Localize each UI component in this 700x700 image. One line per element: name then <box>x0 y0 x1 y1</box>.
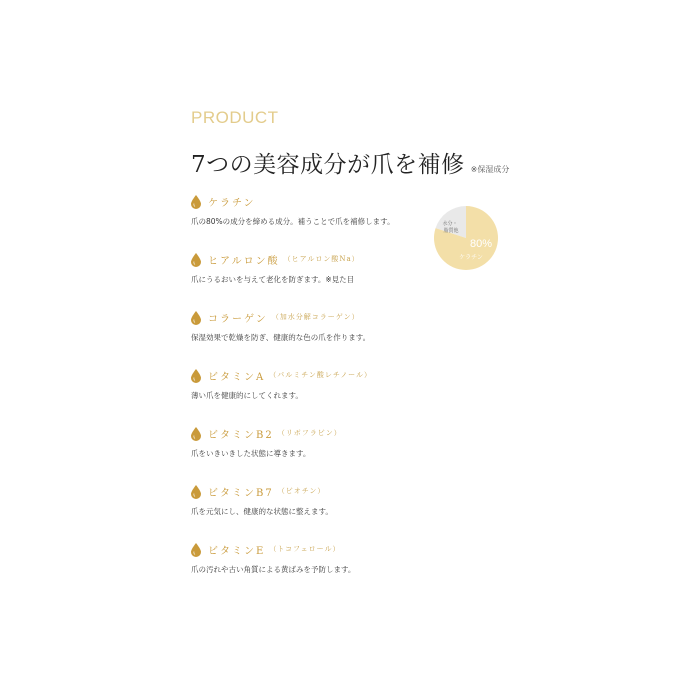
headline: 7つの美容成分が爪を補修 <box>191 152 465 178</box>
composition-pie <box>433 205 499 271</box>
pie-label-keratin: ケラチン <box>459 254 483 261</box>
ingredient-name: コラーゲン <box>208 313 268 325</box>
droplet-icon <box>191 426 201 440</box>
droplet-icon <box>191 252 201 266</box>
ingredient-description: 爪を元気にし、健康的な状態に整えます。 <box>191 507 333 516</box>
ingredient-item <box>191 540 431 598</box>
ingredient-description: 爪にうるおいを与えて老化を防ぎます。※見た目 <box>191 275 355 284</box>
ingredient-description: 爪の汚れや古い角質による黄ばみを予防します。 <box>191 565 356 574</box>
ingredient-note: （ビオチン） <box>277 487 326 495</box>
ingredient-name: ヒアルロン酸 <box>208 255 280 267</box>
ingredient-name: ビタミンA <box>208 371 266 383</box>
droplet-icon <box>191 368 201 382</box>
ingredient-item <box>191 424 431 482</box>
droplet-icon <box>191 542 201 556</box>
ingredient-note: （ヒアルロン酸Na） <box>283 255 360 263</box>
ingredient-description: 爪をいきいきした状態に導きます。 <box>191 449 311 458</box>
ingredient-name: ビタミンE <box>208 545 266 557</box>
ingredient-item <box>191 482 431 540</box>
ingredient-name: ビタミンB7 <box>208 487 274 499</box>
headline-note: ※保湿成分 <box>470 165 510 174</box>
ingredient-note: （加水分解コラーゲン） <box>271 313 360 321</box>
droplet-icon <box>191 194 201 208</box>
ingredient-list <box>191 192 431 598</box>
section-label: PRODUCT <box>191 108 279 127</box>
droplet-icon <box>191 484 201 498</box>
ingredient-note: （トコフェロール） <box>269 545 341 553</box>
ingredient-note: （リボフラビン） <box>277 429 342 437</box>
ingredient-item <box>191 366 431 424</box>
pie-label-other: 水分・ <box>442 221 458 227</box>
ingredient-item <box>191 192 431 250</box>
ingredient-item <box>191 308 431 366</box>
pie-value-keratin: 80% <box>469 238 493 250</box>
pie-label-other-line2: 脂質他 <box>443 228 459 234</box>
ingredient-name: ビタミンB2 <box>208 429 274 441</box>
ingredient-description: 爪の80%の成分を締める成分。補うことで爪を補修します。 <box>191 217 395 226</box>
ingredient-note: （パルミチン酸レチノール） <box>269 371 373 379</box>
ingredient-item <box>191 250 431 308</box>
ingredient-name: ケラチン <box>208 197 256 209</box>
headline-row <box>191 146 509 179</box>
droplet-icon <box>191 310 201 324</box>
ingredient-description: 保湿効果で乾燥を防ぎ、健康的な色の爪を作ります。 <box>191 333 371 342</box>
ingredient-description: 薄い爪を健康的にしてくれます。 <box>191 391 303 400</box>
